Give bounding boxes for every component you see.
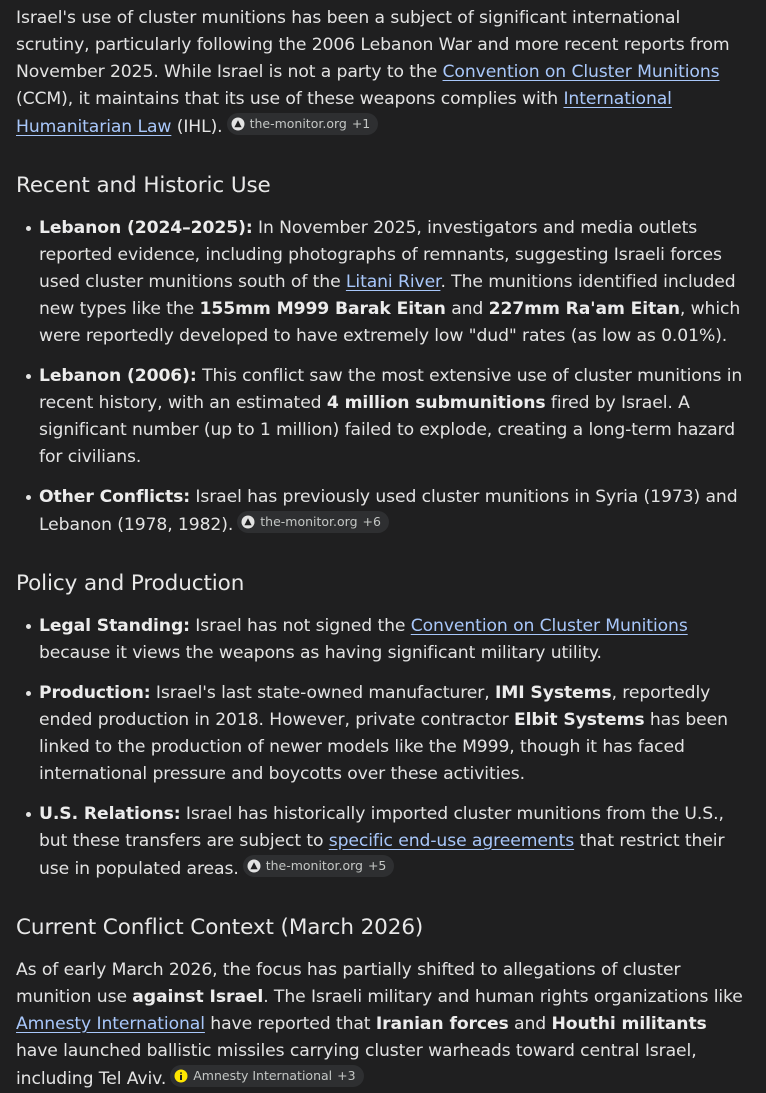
amnesty-international-link[interactable]: Amnesty International (16, 1014, 205, 1034)
bold-term: 155mm M999 Barak Eitan (199, 299, 446, 319)
source-count: +1 (351, 116, 371, 131)
bold-term: 227mm Ra'am Eitan (488, 299, 680, 319)
item-text: Israel has previously used cluster munitions in Syria (1973) and Lebanon (1978, 1982). (39, 487, 738, 535)
the-monitor-logo-icon (231, 117, 245, 131)
bold-term: 4 million submunitions (326, 393, 546, 413)
ccm-link[interactable]: Convention on Cluster Munitions (410, 616, 688, 636)
intro-text: (CCM), it maintains that its use of these weapons complies with (16, 89, 564, 109)
list-item (39, 613, 750, 667)
list-item (39, 801, 750, 883)
list-item (39, 484, 750, 539)
item-text: . The munitions identified included new types like the (39, 272, 736, 319)
amnesty-candle-icon (174, 1069, 188, 1083)
source-chip[interactable] (170, 1065, 363, 1087)
item-text: and (445, 299, 489, 319)
bold-term: against Israel (132, 987, 264, 1007)
litani-river-link[interactable]: Litani River (345, 272, 441, 292)
source-count: +6 (362, 514, 381, 529)
source-chip[interactable] (243, 855, 395, 877)
source-name: Amnesty International (193, 1068, 333, 1083)
source-chip[interactable] (237, 511, 389, 533)
intro-paragraph (16, 5, 750, 141)
item-label: Production: (39, 683, 151, 703)
bold-term: Houthi militants (551, 1014, 707, 1034)
bold-term: IMI Systems (494, 683, 612, 703)
item-text: Israel has not signed the (189, 616, 411, 636)
source-name: the-monitor.org (260, 514, 358, 529)
item-text: , reportedly ended production in 2018. However, private contractor (39, 683, 711, 730)
paragraph-text: have launched ballistic missiles carrying cluster warheads toward central Israel, including Tel Aviv. (16, 1041, 697, 1089)
bold-term: Elbit Systems (513, 710, 645, 730)
item-label: Legal Standing: (39, 616, 190, 636)
source-chip[interactable] (227, 113, 379, 135)
item-label: Lebanon (2006): (39, 366, 197, 386)
list-item (39, 363, 750, 471)
paragraph-text: have reported that (204, 1014, 376, 1034)
source-count: +5 (367, 858, 387, 873)
bold-term: Iranian forces (375, 1014, 509, 1034)
bullet-list (16, 215, 750, 539)
item-text: In November 2025, investigators and media outlets reported evidence, including photographs of remnants, suggesting Israeli forces used cluster munitions south of the (39, 218, 722, 292)
context-paragraph (16, 957, 750, 1093)
end-use-agreements-link[interactable]: specific end-use agreements (328, 831, 575, 851)
source-name: the-monitor.org (249, 116, 347, 131)
section-heading: Recent and Historic Use (16, 173, 271, 198)
item-text: has been linked to the production of newer models like the M999, though it has faced international pressure and boycotts over these activities. (39, 710, 728, 784)
intro-text: (IHL). (171, 117, 223, 137)
item-label: Lebanon (2024–2025): (39, 218, 253, 238)
paragraph-text: As of early March 2026, the focus has partially shifted to allegations of cluster munition use (16, 960, 681, 1007)
item-text: , which were reportedly developed to have extremely low "dud" rates (as low as 0.01%). (39, 299, 741, 346)
intro-text: Israel's use of cluster munitions has been a subject of significant international scrutiny, particularly following the 2006 Lebanon War and more recent reports from November 2025. While Israel is not a party to the (16, 8, 730, 82)
item-text: This conflict saw the most extensive use of cluster munitions in recent history, with an estimated (39, 366, 743, 413)
item-text: Israel's last state-owned manufacturer, (150, 683, 495, 703)
item-text: because it views the weapons as having significant military utility. (39, 643, 602, 663)
item-text: that restrict their use in populated areas. (39, 831, 725, 879)
the-monitor-logo-icon (241, 515, 255, 529)
list-item (39, 215, 750, 350)
item-text: fired by Israel. A significant number (up to 1 million) failed to explode, creating a long-term hazard for civilians. (39, 393, 736, 467)
ihl-link[interactable]: International Humanitarian Law (16, 89, 672, 137)
bullet-list (16, 613, 750, 883)
section-heading: Current Conflict Context (March 2026) (16, 915, 424, 940)
list-item (39, 680, 750, 788)
item-label: Other Conflicts: (39, 487, 191, 507)
source-count: +3 (337, 1068, 356, 1083)
the-monitor-logo-icon (247, 859, 261, 873)
source-name: the-monitor.org (265, 858, 363, 873)
item-label: U.S. Relations: (39, 804, 181, 824)
paragraph-text: . The Israeli military and human rights organizations like (263, 987, 743, 1007)
ccm-link[interactable]: Convention on Cluster Munitions (442, 62, 720, 82)
item-text: Israel has historically imported cluster munitions from the U.S., but these transfers are subject to (39, 804, 724, 851)
paragraph-text: and (508, 1014, 552, 1034)
section-heading: Policy and Production (16, 571, 245, 596)
